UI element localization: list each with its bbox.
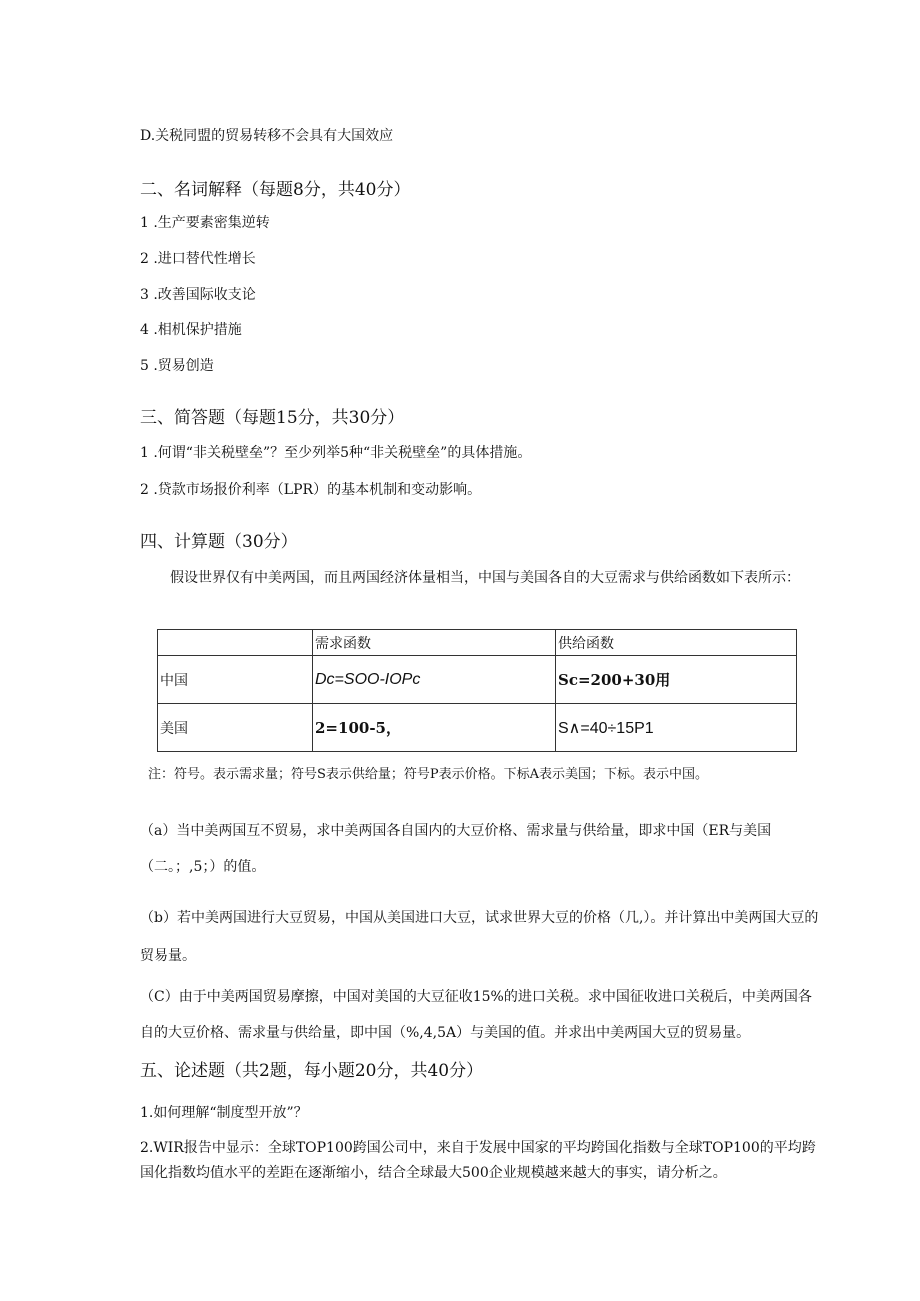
essay-question-1: 1.如何理解“制度型开放”？ — [140, 1105, 308, 1121]
option-d-line: D.关税同盟的贸易转移不会具有大国效应 — [140, 128, 394, 144]
term-item-4: 4 .相机保护措施 — [140, 322, 242, 338]
section-2-title: 二、名词解释（每题8分，共40分） — [140, 180, 411, 200]
supply-usa: S∧=40÷15P1 — [556, 704, 797, 752]
country-china: 中国 — [158, 656, 313, 704]
section-4-title: 四、计算题（30分） — [140, 532, 298, 552]
term-item-2: 2 .进口替代性增长 — [140, 251, 256, 267]
term-item-1: 1 .生产要素密集逆转 — [140, 215, 270, 231]
country-usa: 美国 — [158, 704, 313, 752]
term-item-3: 3 .改善国际收支论 — [140, 287, 256, 303]
section-3-title: 三、简答题（每题15分，共30分） — [140, 408, 405, 428]
question-a: （a）当中美两国互不贸易，求中美两国各自国内的大豆价格、需求量与供给量，即求中国（ER与美国（二。；,5；）的值。 — [140, 823, 772, 875]
short-answer-1: 1 .何谓“非关税壁垒”？至少列举5种“非关税壁垒”的具体措施。 — [140, 445, 532, 461]
table-header-demand: 需求函数 — [313, 630, 556, 656]
supply-demand-table — [157, 629, 797, 752]
table-row-china — [158, 656, 797, 704]
table-note: 注：符号。表示需求量；符号S表示供给量；符号P表示价格。下标A表示美国；下标。表示中国。 — [148, 767, 709, 782]
essay-question-2: 2.WIR报告中显示：全球TOP100跨国公司中，来自于发展中国家的平均跨国化指数与全球TOP100的平均跨国化指数均值水平的差距在逐渐缩小，结合全球最大500企业规模越来越大的事实，请分析之。 — [140, 1140, 816, 1181]
demand-china: Dc=SOO-IOPc — [313, 656, 556, 704]
demand-usa: 2=100-5， — [313, 704, 556, 752]
table-row-usa — [158, 704, 797, 752]
short-answer-2: 2 .贷款市场报价利率（LPR）的基本机制和变动影响。 — [140, 482, 482, 498]
calc-intro: 假设世界仅有中美两国，而且两国经济体量相当，中国与美国各自的大豆需求与供给函数如下表所示： — [170, 570, 800, 586]
supply-china: Sc=200+30用 — [556, 656, 797, 704]
question-c: （C）由于中美两国贸易摩擦，中国对美国的大豆征收15%的进口关税。求中国征收进口关税后，中美两国各自的大豆价格、需求量与供给量，即中国（%,4,5A）与美国的值。并求出中美两国大豆的贸易量。 — [140, 989, 812, 1041]
table-header-supply: 供给函数 — [556, 630, 797, 656]
table-header-row — [158, 630, 797, 656]
term-item-5: 5 .贸易创造 — [140, 358, 214, 374]
question-b: （b）若中美两国进行大豆贸易，中国从美国进口大豆，试求世界大豆的价格（几,）。并计算出中美两国大豆的贸易量。 — [140, 910, 819, 964]
section-5-title: 五、论述题（共2题，每小题20分，共40分） — [140, 1061, 484, 1081]
table-header-empty — [158, 630, 313, 656]
